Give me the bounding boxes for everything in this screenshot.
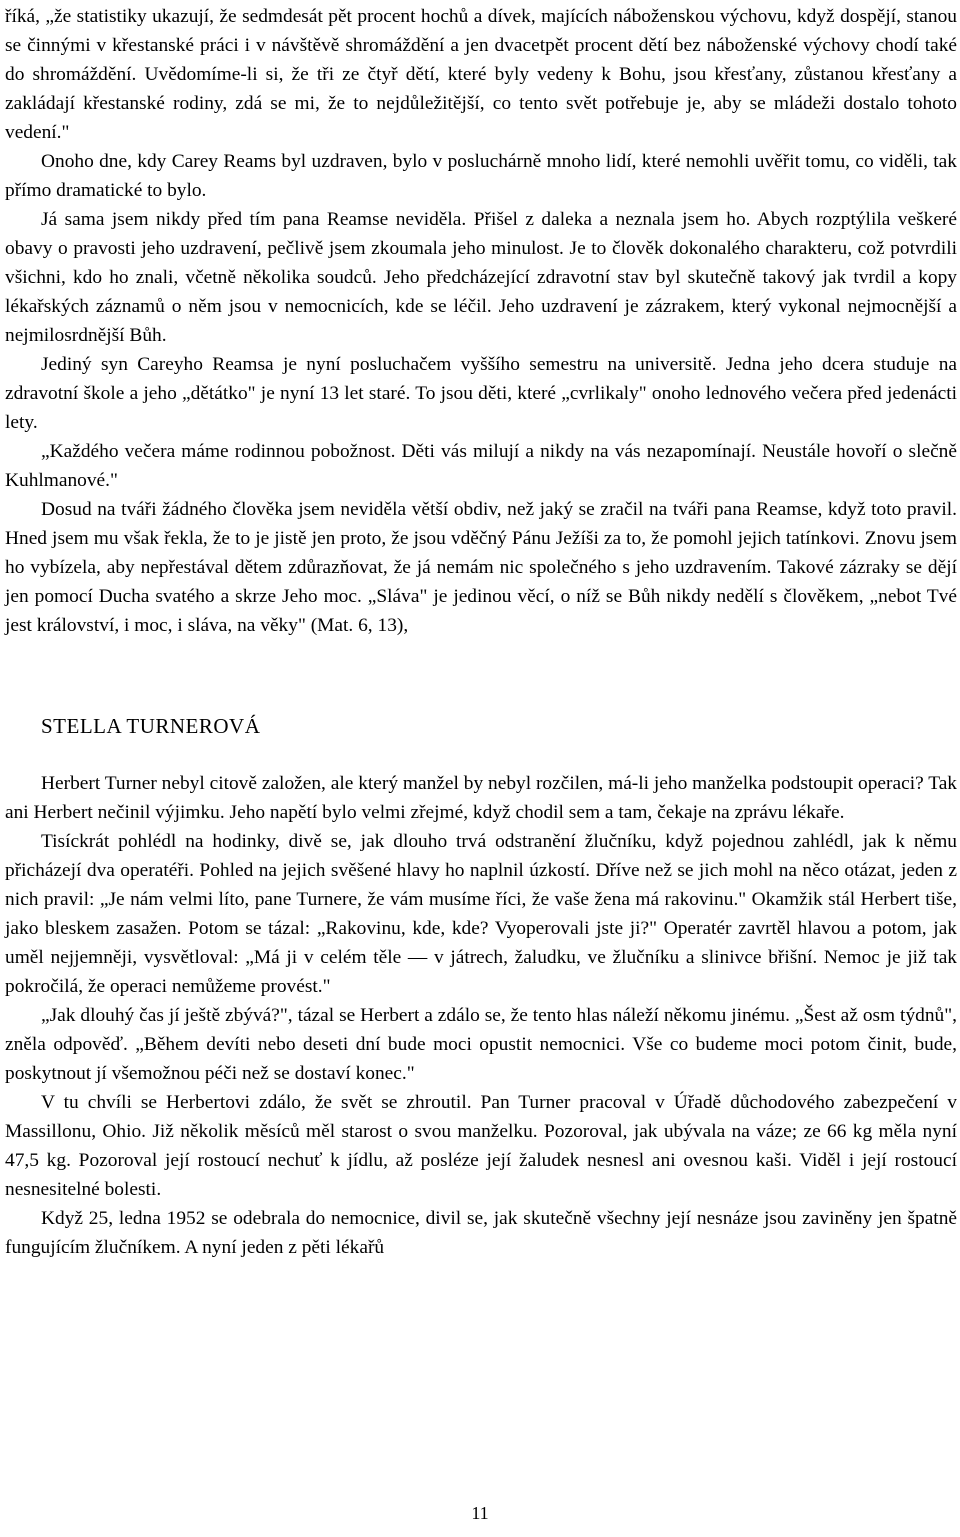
paragraph: říká, „že statistiky ukazují, že sedmdesát pět procent hochů a dívek, majících náboženskou výchovu, když dospějí, stanou se činnými v křestanské práci i v návštěvě shromáždění a jen dvacetpět procent dětí bez náboženské výchovy chodí také do shromáždění. Uvědomíme-li si, že tři ze čtyř dětí, které byly vedeny k Bohu, jsou křesťany, zůstanou křesťany a zakládají křestanské rodiny, zdá se mi, že to nejdůležitější, co tento svět potřebuje je, aby se mládeži dostalo tohoto vedení." [5,6,957,143]
paragraph: Jediný syn Careyho Reamsa je nyní posluchačem vyššího semestru na universitě. Jedna jeho dcera studuje na zdravotní škole a jeho „dětátko" je nyní 13 let staré. To jsou děti, které „cvrlikaly" onoho lednového večera před jedenácti lety. [5,354,957,433]
paragraph: Dosud na tváři žádného člověka jsem neviděla větší obdiv, než jaký se zračil na tváři pana Reamse, když toto pravil. Hned jsem mu však řekla, že to je jistě jen proto, že jsou vděčný Pánu Ježíši za to, že pomohl jejich tatínkovi. Znovu jsem ho vybízela, aby nepřestával dětem zdůrazňovat, že já nemám nic společného s jeho uzdravením. Takové zázraky se dějí jen pomocí Ducha svatého a skrze Jeho moc. „Sláva" je jedinou věcí, o níž se Bůh nikdy nedělí s člověkem, „nebot Tvé jest království, i moc, i sláva, na věky" (Mat. 6, 13), [5,499,957,636]
paragraph: Když 25, ledna 1952 se odebrala do nemocnice, divil se, jak skutečně všechny její nesnáze jsou zaviněny jen špatně fungujícím žlučníkem. A nyní jeden z pěti lékařů [5,1208,957,1258]
paragraph: „Jak dlouhý čas jí ještě zbývá?", tázal se Herbert a zdálo se, že tento hlas náleží někomu jinému. „Šest až osm týdnů", zněla odpověď. „Během devíti nebo deseti dní bude moci opustit nemocnici. Vše co budeme moci potom činit, bude, poskytnout jí všemožnou péči než se dostaví konec." [5,1005,957,1084]
paragraph: Herbert Turner nebyl citově založen, ale který manžel by nebyl rozčilen, má-li jeho manželka podstoupit operaci? Tak ani Herbert nečinil výjimku. Jeho napětí bylo velmi zřejmé, když chodil sem a tam, čekaje na zprávu lékaře. [5,773,957,823]
paragraph: Tisíckrát pohlédl na hodinky, divě se, jak dlouho trvá odstranění žlučníku, když pojednou zahlédl, jak k němu přicházejí dva operatéři. Pohled na jejich svěšené hlavy ho naplnil úzkostí. Dříve než se jich mohl na něco otázat, jeden z nich pravil: „Je nám velmi líto, pane Turnere, že vám musíme říci, že vaše žena má rakovinu." Okamžik stál Herbert tiše, jako bleskem zasažen. Potom se tázal: „Rakovinu, kde, kde? Vyoperovali jste ji?" Operatér zavrtěl hlavou a potom, jak uměl nejjemněji, vysvětloval: „Má ji v celém těle — v játrech, žaludku, ve žlučníku a slinivce břišní. Nemoc je již tak pokročilá, že operaci nemůžeme provést." [5,831,957,997]
section-title: STELLA TURNEROVÁ [41,714,261,738]
paragraph: „Každého večera máme rodinnou pobožnost. Děti vás milují a nikdy na vás nezapomínají. Neustále hovoří o slečně Kuhlmanové." [5,441,957,491]
paragraph: Onoho dne, kdy Carey Reams byl uzdraven, bylo v posluchárně mnoho lidí, které nemohli uvěřit tomu, co viděli, tak přímo dramatické to bylo. [5,151,957,201]
paragraph: Já sama jsem nikdy před tím pana Reamse neviděla. Přišel z daleka a neznala jsem ho. Abych rozptýlila veškeré obavy o pravosti jeho uzdravení, pečlivě jsem zkoumala jeho minulost. Je to člověk dokonalého charakteru, což potvrdili všichni, kdo ho znali, včetně několika soudců. Jeho předcházející zdravotní stav byl skutečně takový jak tvrdil a kopy lékařských záznamů o něm jsou v nemocnicích, kde se léčil. Jeho uzdravení je zázrakem, který vykonal nejmocnější a nejmilosrdnější Bůh. [5,209,957,346]
document-page [5,2,957,1262]
paragraph: V tu chvíli se Herbertovi zdálo, že svět se zhroutil. Pan Turner pracoval v Úřadě důchodového zabezpečení v Massillonu, Ohio. Již několik měsíců měl starost o svou manželku. Pozoroval, jak ubývala na váze; ze 66 kg měla nyní 47,5 kg. Pozoroval její rostoucí nechuť k jídlu, až posléze její žaludek nesnesl ani ovesnou kaši. Viděl i její rostoucí nesnesitelné bolesti. [5,1092,957,1200]
page-number: 11 [471,1503,489,1523]
